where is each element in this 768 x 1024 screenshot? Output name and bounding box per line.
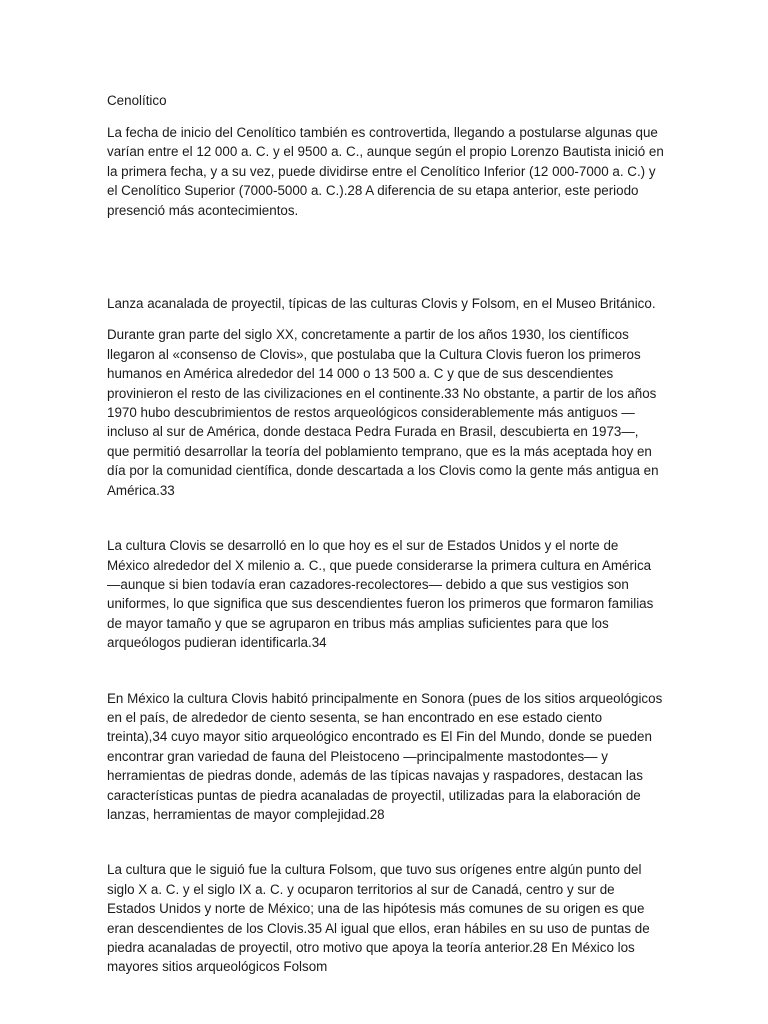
image-caption-lanza: Lanza acanalada de proyectil, típicas de las culturas Clovis y Folsom, en el Museo Británico. (107, 296, 656, 312)
paragraph-cultura-folsom: La cultura que le siguió fue la cultura Folsom, que tuvo sus orígenes entre algún punto del siglo X a. C. y el siglo IX a. C. y ocuparon territorios al sur de Canadá, centro y sur de Estados Unidos y norte de México; una de las hipótesis más comunes de su origen es que eran descendientes de los Clovis.35 Al igual que ellos, eran hábiles en su uso de puntas de piedra acanaladas de proyectil, otro motivo que apoya la teoría anterior.28 En México los mayores sitios arqueológicos Folsom (107, 862, 650, 975)
paragraph-cultura-clovis: La cultura Clovis se desarrolló en lo que hoy es el sur de Estados Unidos y el norte de México alrededor del X milenio a. C., que puede considerarse la primera cultura en América —aunque si bien todavía eran cazadores-recolectores— debido a que sus vestigios son uniformes, lo que significa que sus descendientes fueron los primeros que formaron familias de mayor tamaño y que se agruparon en tribus más amplias suficientes para que los arqueólogos pudieran identificarla.34 (107, 538, 654, 651)
document-title: Cenolítico (107, 93, 167, 108)
paragraph-cenolitico-intro: La fecha de inicio del Cenolítico también es controvertida, llegando a postularse algunas que varían entre el 12 000 a. C. y el 9500 a. C., aunque según el propio Lorenzo Bautista inició en la primera fecha, y a su vez, puede dividirse entre el Cenolítico Inferior (12 000-7000 a. C.) y el Cenolítico Superior (7000-5000 a. C.).28 A diferencia de su etapa anterior, este periodo presenció más acontecimientos. (107, 125, 664, 218)
paragraph-consenso-clovis: Durante gran parte del siglo XX, concretamente a partir de los años 1930, los científicos llegaron al «consenso de Clovis», que postulaba que la Cultura Clovis fueron los primeros humanos en América alrededor del 14 000 o 13 500 a. C y que de sus descendientes provinieron el resto de las civilizaciones en el continente.33 No obstante, a partir de los años 1970 hubo descubrimientos de restos arqueológicos considerablemente más antiguos —incluso al sur de América, donde destaca Pedra Furada en Brasil, descubierta en 1973—, que permitió desarrollar la teoría del poblamiento temprano, que es la más aceptada hoy en día por la comunidad científica, donde descartada a los Clovis como la gente más antigua en América.33 (107, 327, 659, 498)
paragraph-clovis-mexico: En México la cultura Clovis habitó principalmente en Sonora (pues de los sitios arqueológicos en el país, de alrededor de ciento sesenta, se han encontrado en ese estado ciento treinta),34 cuyo mayor sitio arqueológico encontrado es El Fin del Mundo, donde se pueden encontrar gran variedad de fauna del Pleistoceno —principalmente mastodontes— y herramientas de piedras donde, además de las típicas navajas y raspadores, destacan las características puntas de piedra acanaladas de proyectil, utilizadas para la elaboración de lanzas, herramientas de mayor complejidad.28 (107, 690, 663, 822)
